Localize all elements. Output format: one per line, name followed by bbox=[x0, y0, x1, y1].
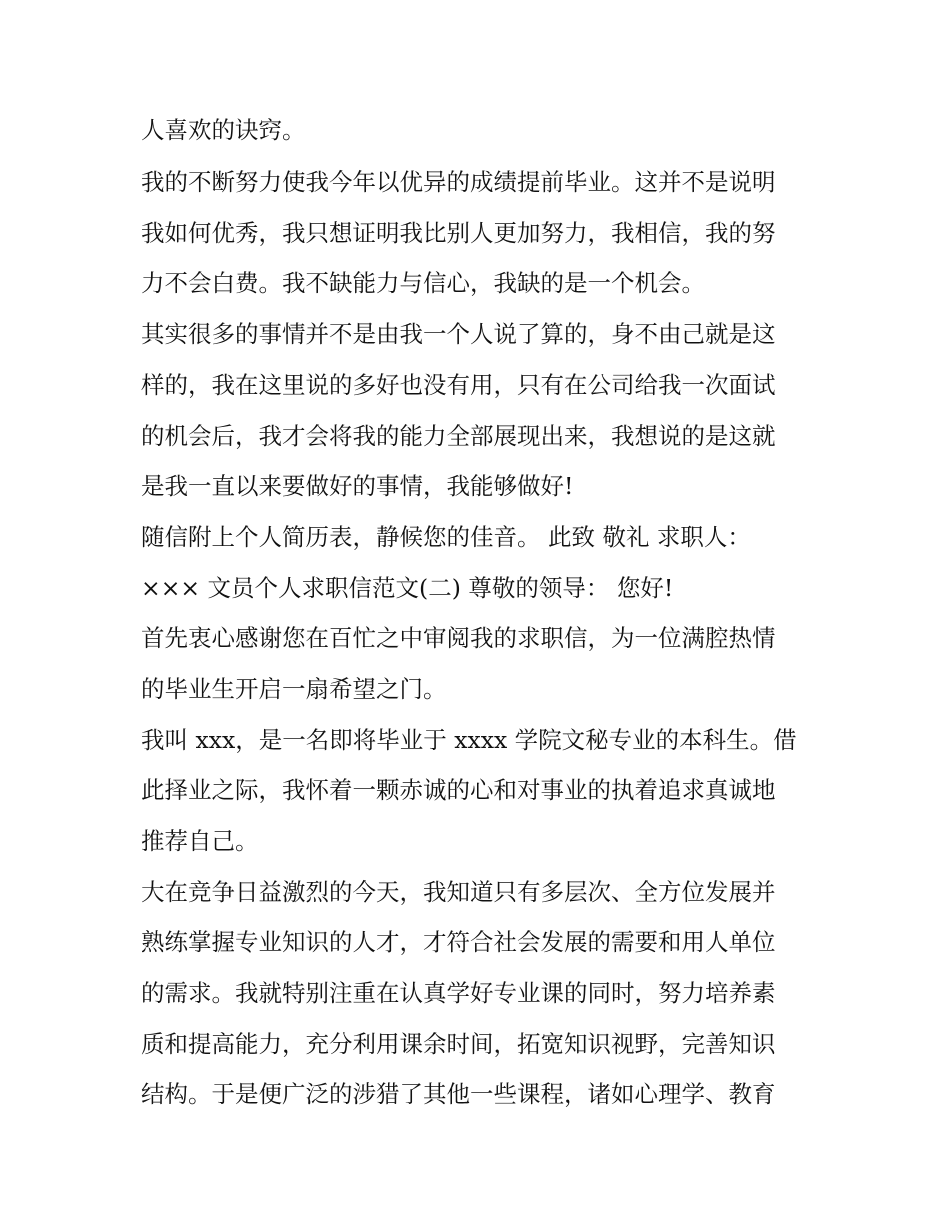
text-line: 此择业之际，我怀着一颗赤诚的心和对事业的执着追求真诚地 bbox=[141, 776, 776, 804]
text-line: 样的，我在这里说的多好也没有用，只有在公司给我一次面试 bbox=[141, 371, 776, 399]
text-line: 熟练掌握专业知识的人才，才符合社会发展的需要和用人单位 bbox=[141, 928, 776, 956]
text-line: 其实很多的事情并不是由我一个人说了算的，身不由己就是这 bbox=[141, 320, 776, 348]
text-line: 首先衷心感谢您在百忙之中审阅我的求职信，为一位满腔热情 bbox=[141, 624, 776, 652]
text-line: 推荐自己。 bbox=[141, 827, 259, 855]
text-line: 随信附上个人简历表，静候您的佳音。 此致 敬礼 求职人： bbox=[141, 523, 751, 551]
text-line: 力不会白费。我不缺能力与信心，我缺的是一个机会。 bbox=[141, 269, 705, 297]
text-line: 人喜欢的诀窍。 bbox=[141, 116, 306, 144]
text-line: 的毕业生开启一扇希望之门。 bbox=[141, 675, 447, 703]
text-line: 我的不断努力使我今年以优异的成绩提前毕业。这并不是说明 bbox=[141, 168, 776, 196]
text-line: 结构。于是便广泛的涉猎了其他一些课程，诸如心理学、教育 bbox=[141, 1080, 776, 1108]
text-line: 的需求。我就特别注重在认真学好专业课的同时，努力培养素 bbox=[141, 979, 776, 1007]
text-line: 是我一直以来要做好的事情，我能够做好! bbox=[141, 472, 574, 500]
text-line: 质和提高能力，充分利用课余时间，拓宽知识视野，完善知识 bbox=[141, 1030, 776, 1058]
text-line: 我叫 xxx，是一名即将毕业于 xxxx 学院文秘专业的本科生。借 bbox=[141, 726, 797, 754]
text-line: 的机会后，我才会将我的能力全部展现出来，我想说的是这就 bbox=[141, 422, 776, 450]
text-line: 大在竞争日益激烈的今天，我知道只有多层次、全方位发展并 bbox=[141, 878, 776, 906]
text-line: 我如何优秀，我只想证明我比别人更加努力，我相信，我的努 bbox=[141, 219, 776, 247]
text-line: ××× 文员个人求职信范文(二) 尊敬的领导： 您好! bbox=[141, 574, 674, 602]
